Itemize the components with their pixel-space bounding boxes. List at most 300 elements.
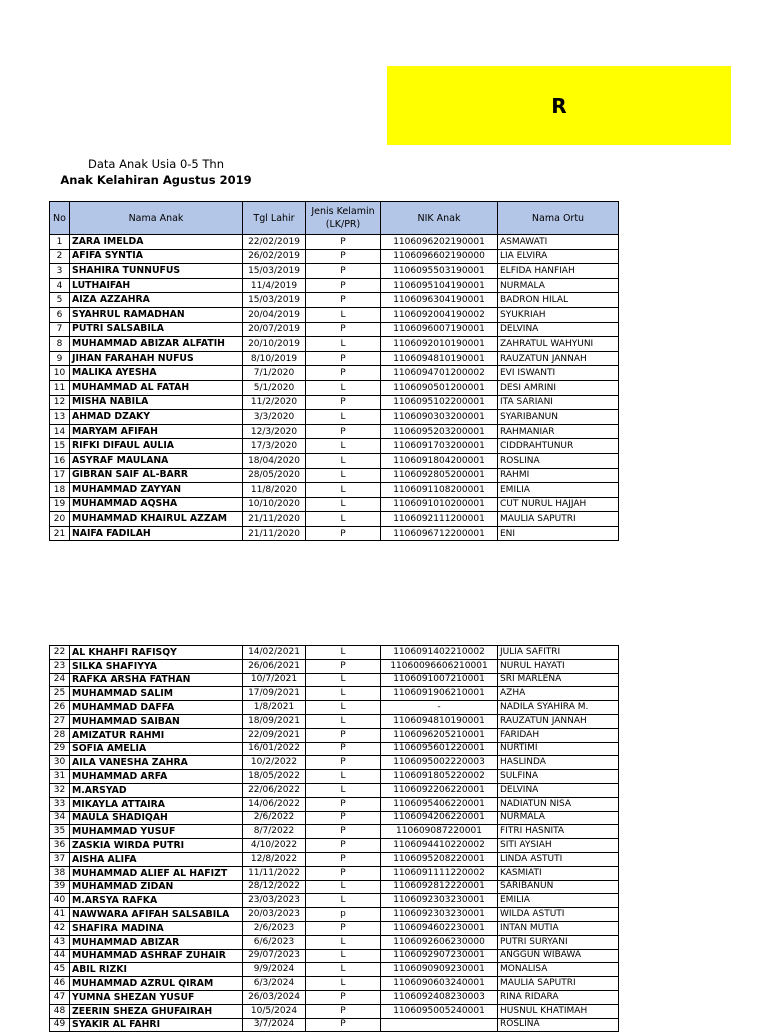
- cell-dob: 22/09/2021: [243, 728, 306, 742]
- title-line-2: Anak Kelahiran Agustus 2019: [60, 173, 252, 187]
- table-row: [50, 468, 619, 483]
- cell-parent: SITI AYSIAH: [498, 839, 619, 853]
- table-row: [50, 249, 619, 264]
- cell-no: 34: [50, 811, 70, 825]
- table-header-row: [50, 202, 619, 235]
- cell-sex: P: [306, 1018, 381, 1032]
- cell-nik: 1106094810190001: [381, 714, 498, 728]
- cell-parent: AZHA: [498, 687, 619, 701]
- cell-sex: P: [306, 293, 381, 308]
- cell-name: MUHAMMAD ALIEF AL HAFIZT: [70, 866, 243, 880]
- cell-sex: P: [306, 659, 381, 673]
- table-row: [50, 990, 619, 1004]
- cell-parent: NURMALA: [498, 811, 619, 825]
- cell-parent: DELVINA: [498, 783, 619, 797]
- cell-no: 2: [50, 249, 70, 264]
- cell-dob: 11/8/2020: [243, 483, 306, 498]
- cell-dob: 15/03/2019: [243, 264, 306, 279]
- cell-sex: P: [306, 990, 381, 1004]
- table-row: [50, 866, 619, 880]
- cell-dob: 11/2/2020: [243, 395, 306, 410]
- cell-parent: RAHMANIAR: [498, 424, 619, 439]
- table-row: [50, 921, 619, 935]
- table-row: [50, 825, 619, 839]
- table-row: [50, 770, 619, 784]
- cell-no: 49: [50, 1018, 70, 1032]
- cell-no: 5: [50, 293, 70, 308]
- cell-nik: -: [381, 701, 498, 715]
- cell-dob: 28/05/2020: [243, 468, 306, 483]
- cell-dob: 18/04/2020: [243, 453, 306, 468]
- cell-sex: P: [306, 728, 381, 742]
- cell-parent: NURMALA: [498, 278, 619, 293]
- cell-parent: ROSLINA: [498, 453, 619, 468]
- cell-sex: P: [306, 235, 381, 250]
- cell-name: PUTRI SALSABILA: [70, 322, 243, 337]
- cell-name: ZARA IMELDA: [70, 235, 243, 250]
- header-sex: Jenis Kelamin (LK/PR): [306, 202, 381, 235]
- cell-name: AMIZATUR RAHMI: [70, 728, 243, 742]
- table-row: [50, 351, 619, 366]
- cell-sex: L: [306, 380, 381, 395]
- cell-sex: L: [306, 512, 381, 527]
- table-row: [50, 880, 619, 894]
- cell-no: 31: [50, 770, 70, 784]
- cell-parent: HASLINDA: [498, 756, 619, 770]
- cell-parent: CUT NURUL HAJJAH: [498, 497, 619, 512]
- cell-parent: JULIA SAFITRI: [498, 646, 619, 660]
- cell-name: ZASKIA WIRDA PUTRI: [70, 839, 243, 853]
- cell-sex: L: [306, 963, 381, 977]
- cell-dob: 28/12/2022: [243, 880, 306, 894]
- cell-name: AL KHAHFI RAFISQY: [70, 646, 243, 660]
- cell-dob: 2/6/2023: [243, 921, 306, 935]
- cell-name: SOFIA AMELIA: [70, 742, 243, 756]
- cell-no: 23: [50, 659, 70, 673]
- table-row: [50, 512, 619, 527]
- cell-nik: 1106092408230003: [381, 990, 498, 1004]
- cell-sex: P: [306, 278, 381, 293]
- cell-sex: L: [306, 714, 381, 728]
- cell-nik: 1106090909230001: [381, 963, 498, 977]
- cell-nik: 1106095002220003: [381, 756, 498, 770]
- cell-parent: EMILIA: [498, 483, 619, 498]
- cell-dob: 23/03/2023: [243, 894, 306, 908]
- table-row: [50, 322, 619, 337]
- table-row: [50, 839, 619, 853]
- table-row: [50, 908, 619, 922]
- cell-sex: P: [306, 249, 381, 264]
- cell-sex: P: [306, 264, 381, 279]
- cell-nik: 1106095208220001: [381, 852, 498, 866]
- cell-name: MUHAMMAD KHAIRUL AZZAM: [70, 512, 243, 527]
- cell-sex: P: [306, 839, 381, 853]
- cell-dob: 20/10/2019: [243, 337, 306, 352]
- cell-nik: 1106096205210001: [381, 728, 498, 742]
- cell-no: 39: [50, 880, 70, 894]
- cell-nik: 1106094206220001: [381, 811, 498, 825]
- banner-text: R: [551, 93, 567, 118]
- cell-dob: 26/03/2024: [243, 990, 306, 1004]
- cell-dob: 14/02/2021: [243, 646, 306, 660]
- cell-dob: 7/1/2020: [243, 366, 306, 381]
- cell-nik: 1106094602230001: [381, 921, 498, 935]
- cell-name: MUHAMMAD AL FATAH: [70, 380, 243, 395]
- cell-nik: 1106092812220001: [381, 880, 498, 894]
- table-row: [50, 264, 619, 279]
- cell-name: MUHAMMAD DAFFA: [70, 701, 243, 715]
- cell-sex: p: [306, 908, 381, 922]
- cell-no: 44: [50, 949, 70, 963]
- cell-sex: L: [306, 453, 381, 468]
- cell-dob: 12/3/2020: [243, 424, 306, 439]
- cell-dob: 22/06/2022: [243, 783, 306, 797]
- cell-parent: CIDDRAHTUNUR: [498, 439, 619, 454]
- cell-parent: LINDA ASTUTI: [498, 852, 619, 866]
- cell-no: 43: [50, 935, 70, 949]
- cell-nik: 1106091007210001: [381, 673, 498, 687]
- cell-no: 32: [50, 783, 70, 797]
- cell-dob: 18/09/2021: [243, 714, 306, 728]
- cell-parent: NADILA SYAHIRA M.: [498, 701, 619, 715]
- sheet-titles: [60, 156, 252, 188]
- cell-parent: EMILIA: [498, 894, 619, 908]
- cell-parent: LIA ELVIRA: [498, 249, 619, 264]
- cell-dob: 4/10/2022: [243, 839, 306, 853]
- cell-dob: 20/03/2023: [243, 908, 306, 922]
- header-dob: Tgl Lahir: [243, 202, 306, 235]
- cell-nik: 1106090303200001: [381, 410, 498, 425]
- cell-nik: 1106095601220001: [381, 742, 498, 756]
- cell-parent: SULFINA: [498, 770, 619, 784]
- cell-dob: 9/9/2024: [243, 963, 306, 977]
- cell-name: JIHAN FARAHAH NUFUS: [70, 351, 243, 366]
- cell-name: MUHAMMAD ZIDAN: [70, 880, 243, 894]
- cell-sex: P: [306, 424, 381, 439]
- cell-nik: 1106092805200001: [381, 468, 498, 483]
- cell-parent: ENI: [498, 526, 619, 541]
- cell-sex: L: [306, 410, 381, 425]
- cell-no: 26: [50, 701, 70, 715]
- cell-dob: 26/02/2019: [243, 249, 306, 264]
- cell-nik: 1106096202190001: [381, 235, 498, 250]
- cell-name: MUHAMMAD SAIBAN: [70, 714, 243, 728]
- cell-nik: 1106091010200001: [381, 497, 498, 512]
- cell-parent: ITA SARIANI: [498, 395, 619, 410]
- cell-nik: 1106095406220001: [381, 797, 498, 811]
- cell-name: MAULA SHADIQAH: [70, 811, 243, 825]
- table-row: [50, 673, 619, 687]
- cell-nik: 1106092004190002: [381, 307, 498, 322]
- cell-name: RAFKA ARSHA FATHAN: [70, 673, 243, 687]
- cell-name: MUHAMMAD ZAYYAN: [70, 483, 243, 498]
- cell-parent: DESI AMRINI: [498, 380, 619, 395]
- cell-dob: 10/7/2021: [243, 673, 306, 687]
- cell-no: 27: [50, 714, 70, 728]
- table-row: [50, 293, 619, 308]
- cell-dob: 5/1/2020: [243, 380, 306, 395]
- cell-sex: L: [306, 977, 381, 991]
- cell-dob: 16/01/2022: [243, 742, 306, 756]
- cell-parent: HUSNUL KHATIMAH: [498, 1004, 619, 1018]
- cell-nik: 1106092206220001: [381, 783, 498, 797]
- cell-nik: 1106091703200001: [381, 439, 498, 454]
- cell-dob: 21/11/2020: [243, 526, 306, 541]
- table-row: [50, 307, 619, 322]
- cell-sex: L: [306, 439, 381, 454]
- cell-nik: 1106091108200001: [381, 483, 498, 498]
- cell-dob: 6/3/2024: [243, 977, 306, 991]
- cell-no: 8: [50, 337, 70, 352]
- table-row: [50, 235, 619, 250]
- cell-name: SYAKIR AL FAHRI: [70, 1018, 243, 1032]
- cell-no: 12: [50, 395, 70, 410]
- cell-nik: 1106095102200001: [381, 395, 498, 410]
- cell-sex: P: [306, 1004, 381, 1018]
- cell-name: SYAHRUL RAMADHAN: [70, 307, 243, 322]
- cell-dob: 10/2/2022: [243, 756, 306, 770]
- cell-name: LUTHAIFAH: [70, 278, 243, 293]
- cell-dob: 2/6/2022: [243, 811, 306, 825]
- cell-name: AFIFA SYNTIA: [70, 249, 243, 264]
- cell-sex: L: [306, 894, 381, 908]
- cell-dob: 20/04/2019: [243, 307, 306, 322]
- cell-no: 33: [50, 797, 70, 811]
- table-row: [50, 1004, 619, 1018]
- cell-sex: L: [306, 770, 381, 784]
- cell-nik: 1106091402210002: [381, 646, 498, 660]
- table-row: [50, 687, 619, 701]
- cell-parent: ASMAWATI: [498, 235, 619, 250]
- table-row: [50, 756, 619, 770]
- cell-nik: 1106092303230001: [381, 908, 498, 922]
- cell-name: MUHAMMAD AZRUL QIRAM: [70, 977, 243, 991]
- cell-name: MARYAM AFIFAH: [70, 424, 243, 439]
- cell-name: SHAHIRA TUNNUFUS: [70, 264, 243, 279]
- cell-sex: L: [306, 949, 381, 963]
- cell-nik: 1106091805220002: [381, 770, 498, 784]
- table-row: [50, 963, 619, 977]
- cell-dob: 8/7/2022: [243, 825, 306, 839]
- cell-parent: MONALISA: [498, 963, 619, 977]
- cell-sex: L: [306, 687, 381, 701]
- cell-dob: 21/11/2020: [243, 512, 306, 527]
- children-table-1: [49, 201, 619, 541]
- cell-no: 18: [50, 483, 70, 498]
- cell-parent: SYUKRIAH: [498, 307, 619, 322]
- cell-sex: P: [306, 351, 381, 366]
- cell-nik: 1106091906210001: [381, 687, 498, 701]
- table-row: [50, 949, 619, 963]
- cell-nik: [381, 1018, 498, 1032]
- cell-name: NAWWARA AFIFAH SALSABILA: [70, 908, 243, 922]
- cell-dob: 29/07/2023: [243, 949, 306, 963]
- cell-no: 22: [50, 646, 70, 660]
- cell-sex: L: [306, 701, 381, 715]
- cell-sex: P: [306, 742, 381, 756]
- table-row: [50, 453, 619, 468]
- cell-sex: L: [306, 646, 381, 660]
- cell-name: MUHAMMAD SALIM: [70, 687, 243, 701]
- cell-name: M.ARSYAD: [70, 783, 243, 797]
- cell-dob: 17/3/2020: [243, 439, 306, 454]
- cell-dob: 10/5/2024: [243, 1004, 306, 1018]
- cell-no: 24: [50, 673, 70, 687]
- table-row: [50, 410, 619, 425]
- table-row: [50, 646, 619, 660]
- table-row: [50, 366, 619, 381]
- cell-name: MUHAMMAD ABIZAR: [70, 935, 243, 949]
- cell-no: 10: [50, 366, 70, 381]
- cell-nik: 1106095503190001: [381, 264, 498, 279]
- cell-nik: 1106094410220002: [381, 839, 498, 853]
- cell-no: 37: [50, 852, 70, 866]
- cell-no: 29: [50, 742, 70, 756]
- cell-name: AILA VANESHA ZAHRA: [70, 756, 243, 770]
- cell-no: 38: [50, 866, 70, 880]
- cell-no: 19: [50, 497, 70, 512]
- cell-no: 20: [50, 512, 70, 527]
- cell-name: ABIL RIZKI: [70, 963, 243, 977]
- cell-sex: P: [306, 797, 381, 811]
- cell-parent: SRI MARLENA: [498, 673, 619, 687]
- cell-name: MUHAMMAD YUSUF: [70, 825, 243, 839]
- cell-no: 48: [50, 1004, 70, 1018]
- cell-nik: 110609087220001: [381, 825, 498, 839]
- cell-nik: 1106090603240001: [381, 977, 498, 991]
- table-row: [50, 439, 619, 454]
- cell-parent: ANGGUN WIBAWA: [498, 949, 619, 963]
- cell-no: 4: [50, 278, 70, 293]
- yellow-banner: [387, 66, 731, 145]
- cell-nik: 1106094810190001: [381, 351, 498, 366]
- table-row: [50, 483, 619, 498]
- cell-dob: 15/03/2019: [243, 293, 306, 308]
- cell-dob: 14/06/2022: [243, 797, 306, 811]
- cell-no: 47: [50, 990, 70, 1004]
- cell-parent: WILDA ASTUTI: [498, 908, 619, 922]
- table-row: [50, 935, 619, 949]
- cell-parent: RAUZATUN JANNAH: [498, 714, 619, 728]
- cell-dob: 10/10/2020: [243, 497, 306, 512]
- cell-no: 30: [50, 756, 70, 770]
- cell-nik: 1106095203200001: [381, 424, 498, 439]
- cell-nik: 1106092010190001: [381, 337, 498, 352]
- cell-dob: 17/09/2021: [243, 687, 306, 701]
- cell-nik: 11060096606210001: [381, 659, 498, 673]
- cell-parent: RAHMI: [498, 468, 619, 483]
- table-row: [50, 1018, 619, 1032]
- cell-name: MUHAMMAD ASHRAF ZUHAIR: [70, 949, 243, 963]
- table-row: [50, 337, 619, 352]
- cell-parent: FARIDAH: [498, 728, 619, 742]
- cell-sex: L: [306, 337, 381, 352]
- cell-sex: P: [306, 825, 381, 839]
- cell-no: 1: [50, 235, 70, 250]
- cell-parent: SYARIBANUN: [498, 410, 619, 425]
- cell-sex: L: [306, 497, 381, 512]
- cell-no: 21: [50, 526, 70, 541]
- cell-no: 42: [50, 921, 70, 935]
- cell-no: 40: [50, 894, 70, 908]
- cell-nik: 1106095104190001: [381, 278, 498, 293]
- cell-parent: MAULIA SAPUTRI: [498, 512, 619, 527]
- cell-nik: 1106092303230001: [381, 894, 498, 908]
- cell-no: 9: [50, 351, 70, 366]
- children-table-2: [49, 645, 619, 1032]
- cell-name: NAIFA FADILAH: [70, 526, 243, 541]
- cell-name: MALIKA AYESHA: [70, 366, 243, 381]
- cell-parent: FITRI HASNITA: [498, 825, 619, 839]
- cell-name: SILKA SHAFIYYA: [70, 659, 243, 673]
- cell-no: 28: [50, 728, 70, 742]
- cell-name: MUHAMMAD ARFA: [70, 770, 243, 784]
- cell-sex: P: [306, 811, 381, 825]
- cell-parent: DELVINA: [498, 322, 619, 337]
- cell-sex: P: [306, 852, 381, 866]
- cell-nik: 1106090501200001: [381, 380, 498, 395]
- cell-dob: 11/11/2022: [243, 866, 306, 880]
- cell-parent: EVI ISWANTI: [498, 366, 619, 381]
- header-nik: NIK Anak: [381, 202, 498, 235]
- cell-parent: NADIATUN NISA: [498, 797, 619, 811]
- cell-nik: 1106091804200001: [381, 453, 498, 468]
- table-row: [50, 894, 619, 908]
- header-name: Nama Anak: [70, 202, 243, 235]
- cell-name: MISHA NABILA: [70, 395, 243, 410]
- cell-name: MIKAYLA ATTAIRA: [70, 797, 243, 811]
- table-row: [50, 797, 619, 811]
- cell-dob: 26/06/2021: [243, 659, 306, 673]
- cell-parent: NURUL HAYATI: [498, 659, 619, 673]
- cell-sex: L: [306, 483, 381, 498]
- cell-dob: 11/4/2019: [243, 278, 306, 293]
- cell-parent: RAUZATUN JANNAH: [498, 351, 619, 366]
- cell-parent: INTAN MUTIA: [498, 921, 619, 935]
- cell-nik: 1106096007190001: [381, 322, 498, 337]
- cell-nik: 1106092606230000: [381, 935, 498, 949]
- cell-dob: 8/10/2019: [243, 351, 306, 366]
- cell-name: MUHAMMAD AQSHA: [70, 497, 243, 512]
- cell-no: 46: [50, 977, 70, 991]
- table-row: [50, 380, 619, 395]
- cell-no: 36: [50, 839, 70, 853]
- cell-nik: 1106092907230001: [381, 949, 498, 963]
- cell-name: M.ARSYA RAFKA: [70, 894, 243, 908]
- cell-no: 7: [50, 322, 70, 337]
- cell-dob: 20/07/2019: [243, 322, 306, 337]
- header-parent: Nama Ortu: [498, 202, 619, 235]
- table-row: [50, 728, 619, 742]
- cell-sex: P: [306, 395, 381, 410]
- cell-no: 3: [50, 264, 70, 279]
- cell-no: 45: [50, 963, 70, 977]
- table-row: [50, 811, 619, 825]
- table-row: [50, 526, 619, 541]
- cell-parent: RINA RIDARA: [498, 990, 619, 1004]
- cell-no: 17: [50, 468, 70, 483]
- cell-no: 14: [50, 424, 70, 439]
- cell-dob: 3/3/2020: [243, 410, 306, 425]
- cell-sex: L: [306, 307, 381, 322]
- cell-nik: 1106092111200001: [381, 512, 498, 527]
- cell-name: AIZA AZZAHRA: [70, 293, 243, 308]
- cell-parent: SARIBANUN: [498, 880, 619, 894]
- cell-name: RIFKI DIFAUL AULIA: [70, 439, 243, 454]
- cell-no: 13: [50, 410, 70, 425]
- table-row: [50, 701, 619, 715]
- cell-nik: 1106091111220002: [381, 866, 498, 880]
